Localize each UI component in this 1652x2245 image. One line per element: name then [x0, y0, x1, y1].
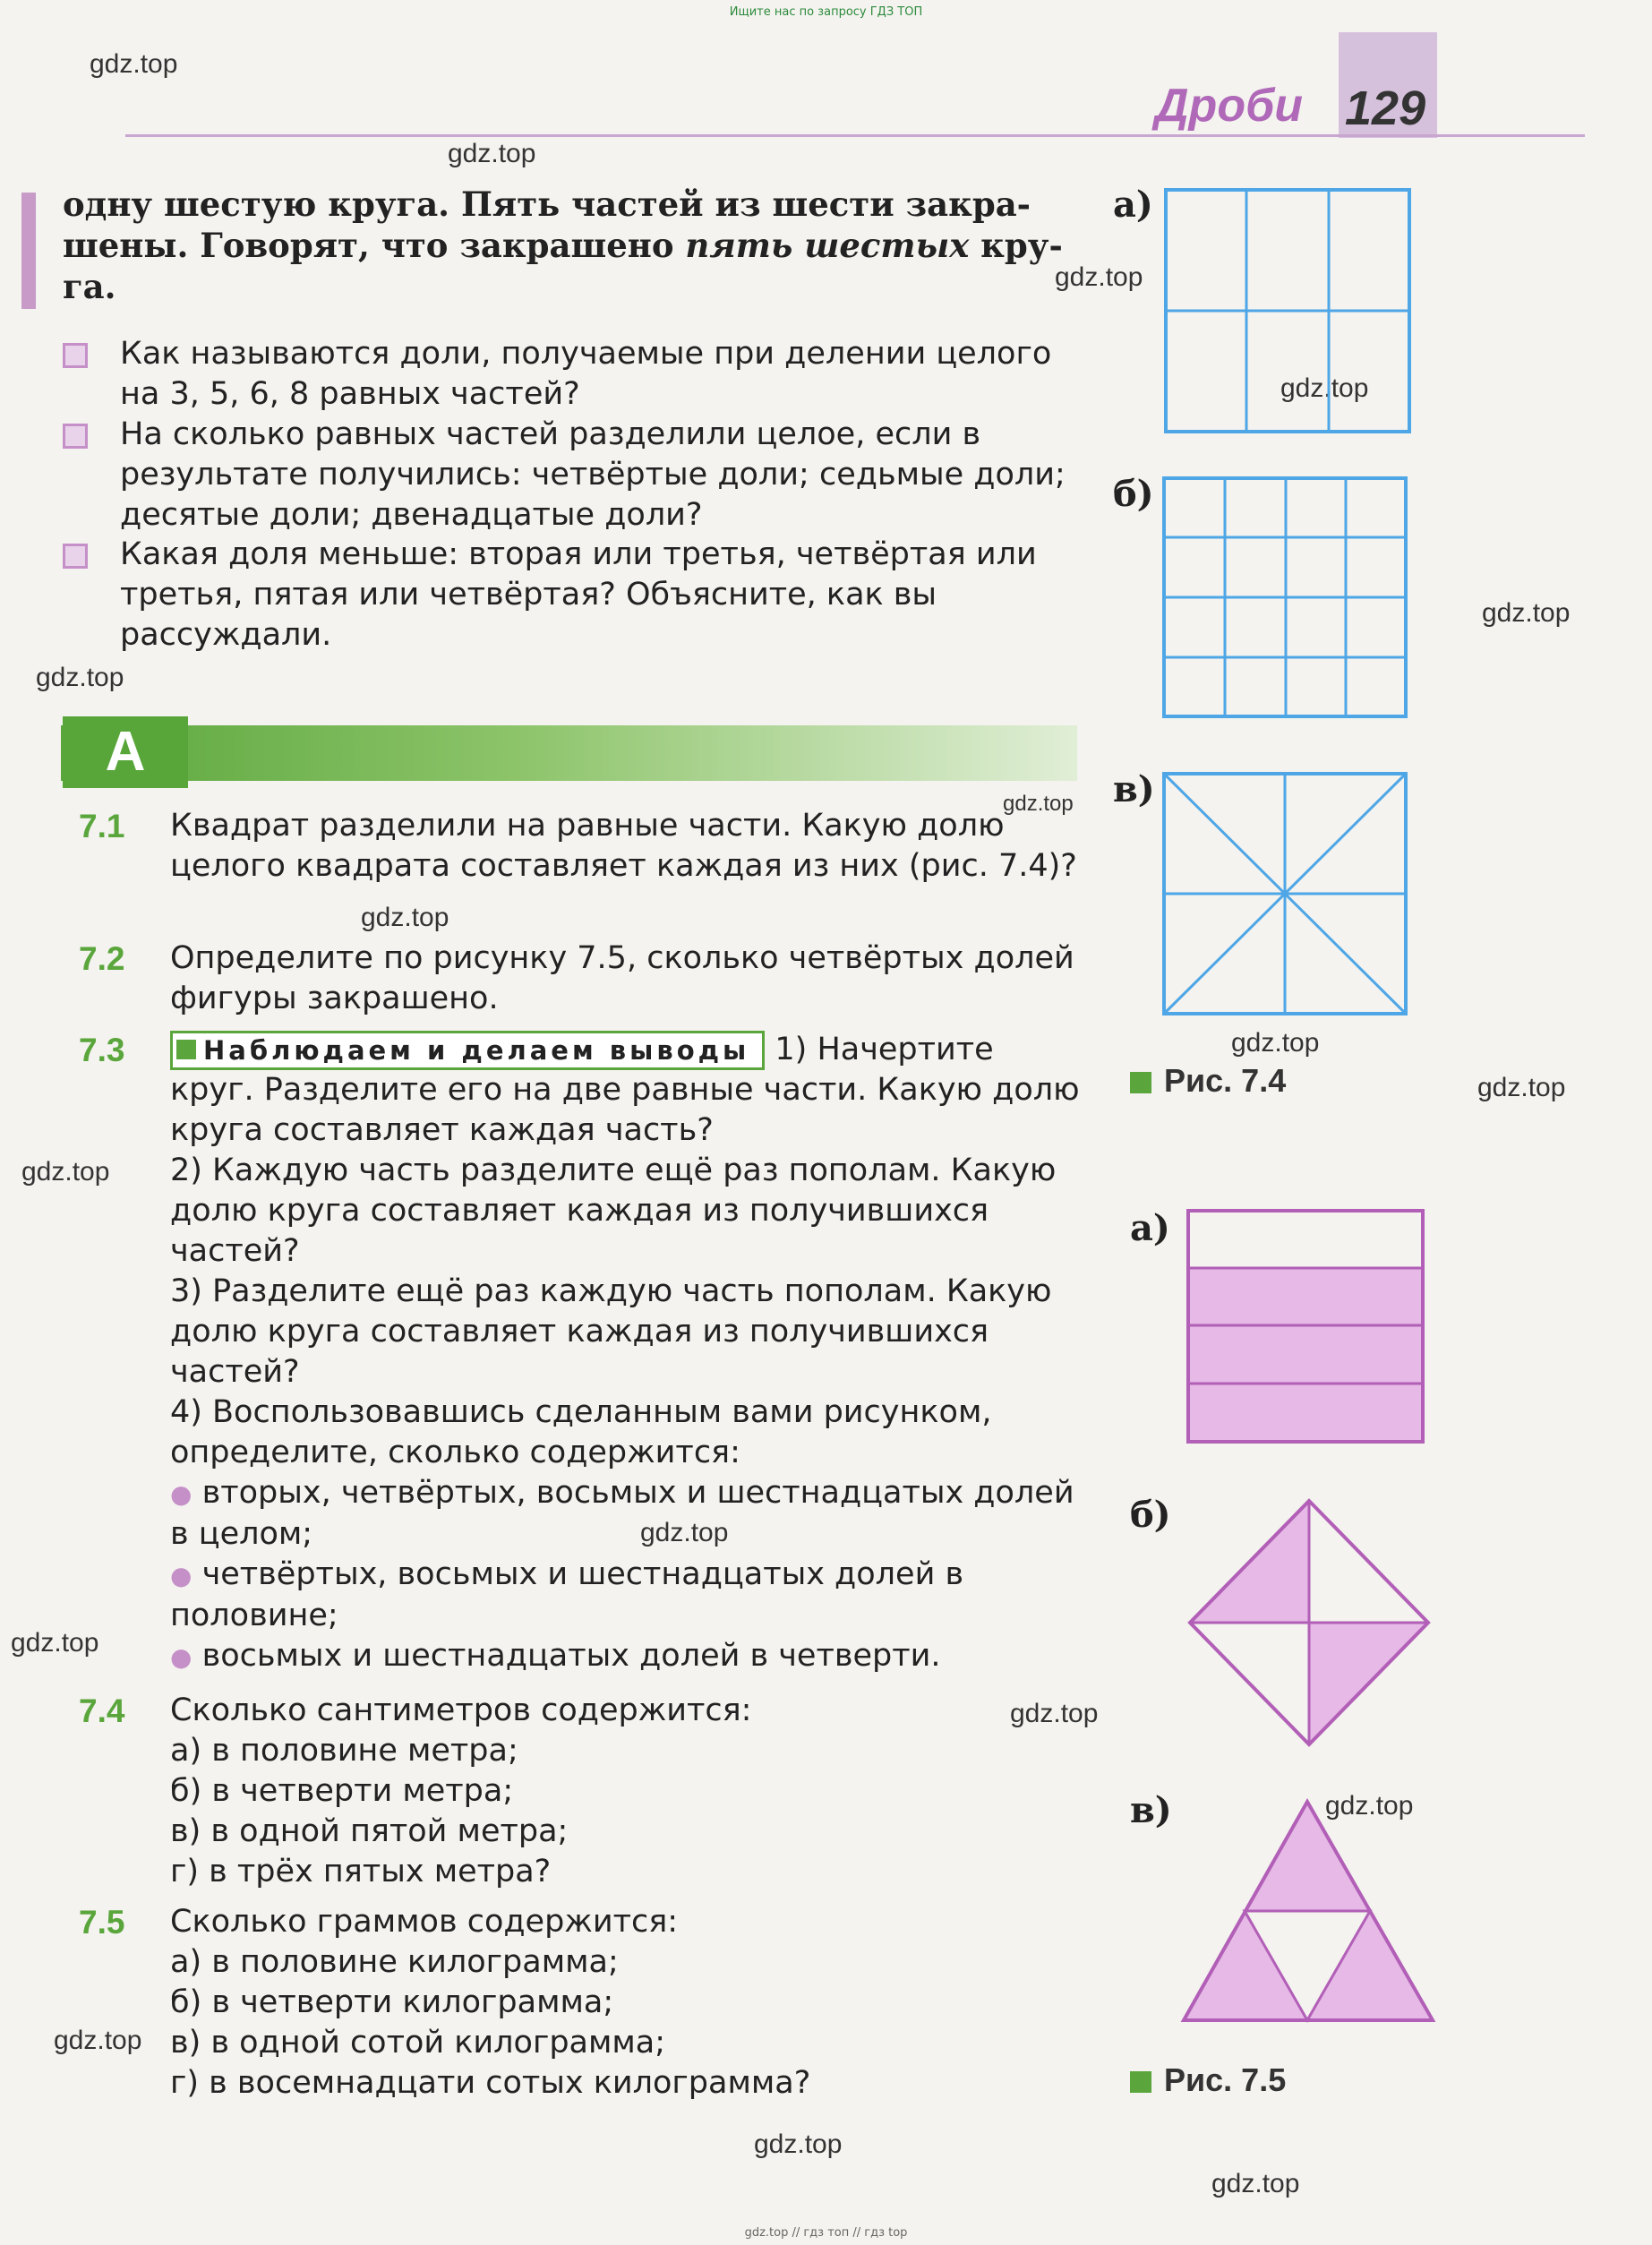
fig74-caption: Рис. 7.4 — [1130, 1062, 1286, 1100]
exercise-part-4: 4) Воспользовавшись сделанным вами рисунком, определите, сколько содержится: — [170, 1394, 992, 1470]
exercise-part-2: 2) Каждую часть разделите ещё раз пополам. Какую долю круга составляет каждая из получившихся частей? — [170, 1152, 1057, 1269]
exercise-item: а) в половине килограмма; — [170, 1944, 619, 1980]
question-3: Какая доля меньше: вторая или третья, четвёртая или третья, пятая или четвёртая? Объясните, как вы рассуждали. — [63, 535, 1074, 656]
caption-square-icon — [1130, 1072, 1151, 1093]
watermark: gdz.top — [1325, 1791, 1414, 1821]
top-note: Ищите нас по запросу ГДЗ ТОП — [729, 5, 923, 19]
intro-line-2-tail: кру- — [969, 226, 1063, 265]
exercise-part-1: 1) Начертите круг. Разделите его на две равные части. Какую долю круга составляет каждая часть? — [170, 1032, 1080, 1148]
intro-line-3: га. — [63, 267, 116, 306]
intro-marker — [21, 193, 36, 309]
exercise-item: в) в одной пятой метра; — [170, 1813, 569, 1849]
fig75-rect-a — [1186, 1209, 1428, 1446]
exercise-item: г) в восемнадцати сотых килограмма? — [170, 2065, 811, 2101]
fig74-label-a: а) — [1113, 184, 1153, 226]
fig74-square-c — [1162, 772, 1413, 1018]
bullet-item: восьмых и шестнадцатых долей в четверти. — [201, 1638, 941, 1674]
section-letter: А — [63, 716, 188, 788]
observe-tag: Наблюдаем и делаем выводы — [170, 1031, 765, 1070]
question-square-icon — [63, 343, 88, 368]
bullet-icon: ● — [170, 1642, 193, 1672]
fig74-label-b: б) — [1113, 473, 1154, 515]
watermark: gdz.top — [1003, 792, 1074, 816]
fig75-rhombus — [1186, 1497, 1433, 1748]
watermark: gdz.top — [1482, 598, 1571, 628]
exercise-item: а) в половине метра; — [170, 1733, 518, 1769]
bullet-item: вторых, четвёртых, восьмых и шестнадцатых долей в целом; — [170, 1475, 1074, 1552]
question-2: На сколько равных частей разделили целое, если в результате получились: четвёртые доли; седьмые доли; десятые доли; двенадцатые доли? — [63, 415, 1074, 536]
fig74-label-c: в) — [1113, 768, 1155, 810]
fig74-square-a — [1164, 188, 1424, 439]
fig74-square-b — [1162, 476, 1413, 723]
exercise-number: 7.4 — [79, 1692, 125, 1729]
intro-paragraph — [63, 184, 1074, 307]
bullet-icon: ● — [170, 1561, 193, 1590]
exercise-item: в) в одной сотой килограмма; — [170, 2025, 666, 2061]
watermark: gdz.top — [1211, 2169, 1300, 2198]
exercise-text: Сколько граммов содержится: — [170, 1904, 679, 1940]
watermark: gdz.top — [90, 49, 178, 79]
section-band — [61, 725, 1077, 781]
fig75-caption: Рис. 7.5 — [1130, 2061, 1286, 2099]
exercise-7-5 — [79, 1902, 1082, 2104]
watermark: gdz.top — [448, 139, 536, 168]
watermark: gdz.top — [1280, 373, 1369, 403]
exercise-item: г) в трёх пятых метра? — [170, 1854, 552, 1889]
question-1: Как называются доли, получаемые при делении целого на 3, 5, 6, 8 равных частей? — [63, 334, 1074, 415]
watermark: gdz.top — [361, 903, 449, 932]
fig75-label-b: б) — [1130, 1494, 1171, 1536]
chapter-title: Дроби — [1155, 80, 1304, 132]
watermark: gdz.top — [754, 2129, 843, 2159]
watermark: gdz.top — [1055, 262, 1143, 292]
intro-line-2: шены. Говорят, что закрашено — [63, 226, 686, 265]
exercise-number: 7.3 — [79, 1032, 125, 1068]
exercise-7-2 — [79, 938, 1082, 1019]
watermark: gdz.top — [1010, 1699, 1099, 1728]
exercise-text: Определите по рисунку 7.5, сколько четвёртых долей фигуры закрашено. — [170, 940, 1074, 1016]
exercise-text: Сколько сантиметров содержится: — [170, 1692, 752, 1728]
watermark: gdz.top — [54, 2026, 142, 2055]
caption-square-icon — [1130, 2071, 1151, 2093]
exercise-7-3 — [79, 1030, 1082, 1677]
watermark: gdz.top — [21, 1157, 110, 1187]
exercise-part-3: 3) Разделите ещё раз каждую часть пополам. Какую долю круга составляет каждая из получившихся частей? — [170, 1273, 1052, 1390]
question-square-icon — [63, 544, 88, 569]
fig75-label-a: а) — [1130, 1207, 1170, 1249]
exercise-number: 7.1 — [79, 808, 125, 844]
exercise-7-1 — [79, 806, 1082, 887]
watermark: gdz.top — [1231, 1028, 1320, 1058]
intro-line-1: одну шестую круга. Пять частей из шести закра- — [63, 184, 1031, 224]
watermark: gdz.top — [36, 663, 124, 692]
question-square-icon — [63, 424, 88, 449]
watermark: gdz.top — [1477, 1073, 1566, 1102]
watermark: gdz.top — [11, 1628, 99, 1658]
footer-note: gdz.top // гдз топ // гдз top — [744, 2226, 908, 2240]
watermark: gdz.top — [640, 1518, 729, 1547]
exercise-number: 7.5 — [79, 1904, 125, 1941]
exercise-text: Квадрат разделили на равные части. Какую долю целого квадрата составляет каждая из них (рис. 7.4)? — [170, 808, 1077, 884]
fig75-triangle — [1180, 1798, 1440, 2026]
fig75-label-c: в) — [1130, 1789, 1172, 1831]
exercise-7-4 — [79, 1691, 1082, 1892]
bullet-icon: ● — [170, 1479, 193, 1509]
exercise-item: б) в четверти метра; — [170, 1773, 514, 1809]
page-number: 129 — [1345, 81, 1426, 135]
intro-emphasis: пять шестых — [685, 226, 970, 265]
exercise-number: 7.2 — [79, 940, 125, 977]
exercise-item: б) в четверти килограмма; — [170, 1984, 614, 2020]
bullet-item: четвёртых, восьмых и шестнадцатых долей в половине; — [170, 1556, 964, 1633]
